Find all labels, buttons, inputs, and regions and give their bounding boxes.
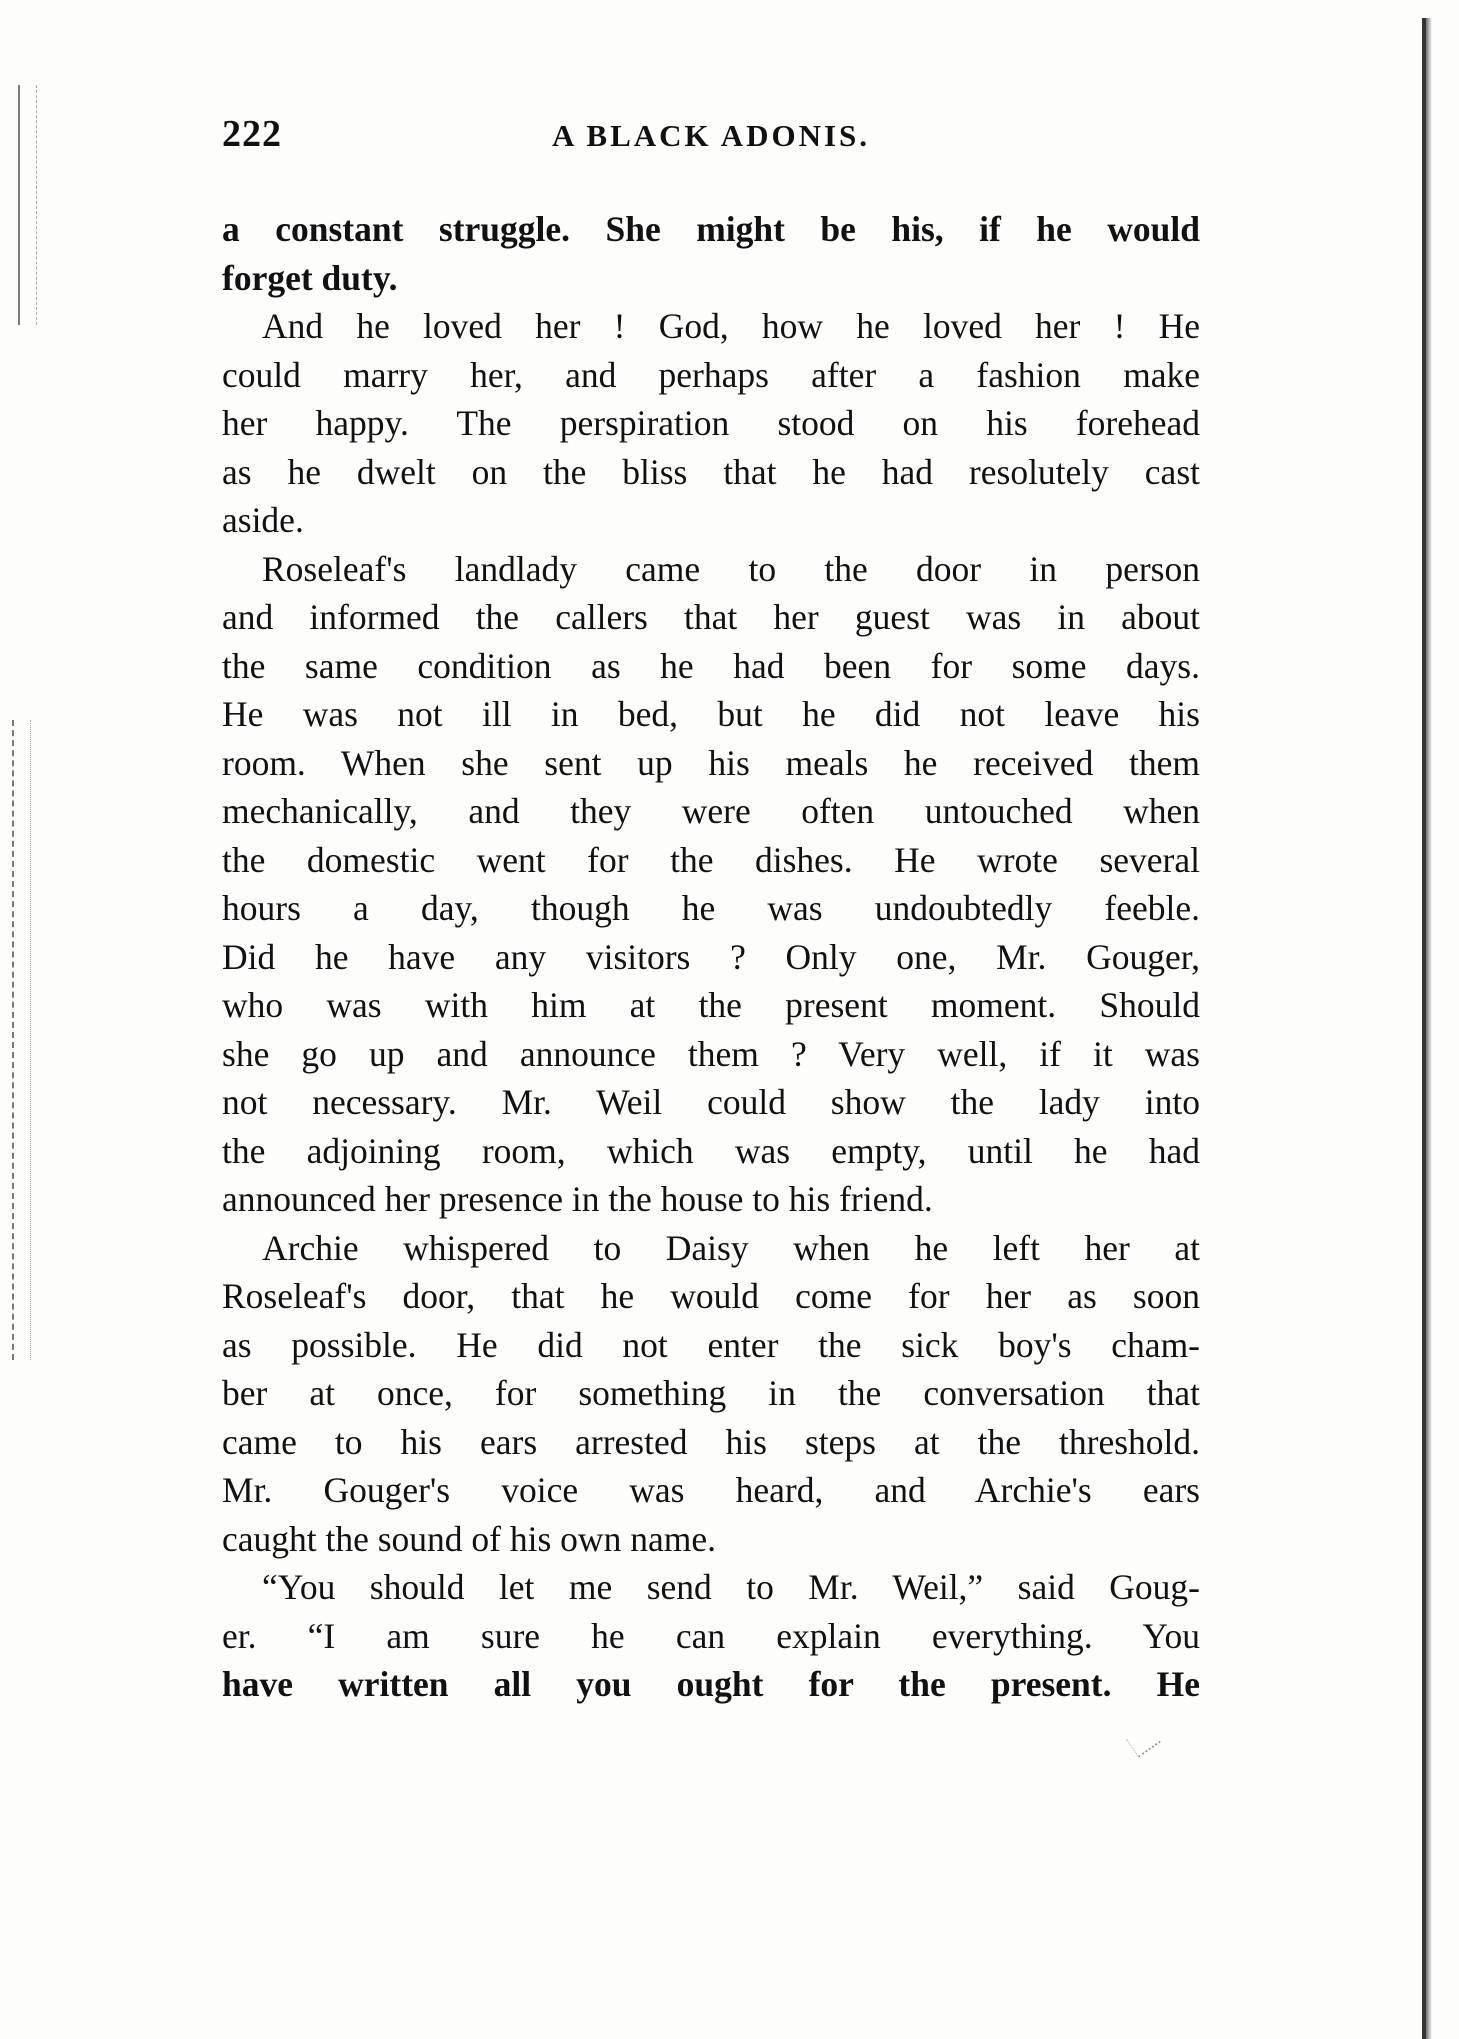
text-line: er. “I am sure he can explain everything. You (222, 1615, 1200, 1656)
page-number: 222 (222, 113, 282, 155)
text-line: He was not ill in bed, but he did not leave his (222, 694, 1200, 734)
text-line: Archie whispered to Daisy when he left her at (262, 1227, 1200, 1268)
text-line: ber at once, for something in the conversation that (222, 1373, 1200, 1413)
text-line: Did he have any visitors ? Only one, Mr. Gouger, (222, 936, 1200, 977)
text-line: who was with him at the present moment. Should (222, 985, 1200, 1025)
text-line: as he dwelt on the bliss that he had resolutely cast (222, 451, 1200, 492)
text-line: “You should let me send to Mr. Weil,” said Goug- (262, 1567, 1200, 1607)
text-line: and informed the callers that her guest was in about (222, 597, 1200, 637)
text-line: a constant struggle. She might be his, if he would (222, 209, 1200, 249)
text-line: not necessary. Mr. Weil could show the lady into (222, 1082, 1200, 1122)
text-line: aside. (222, 500, 304, 540)
text-line: the adjoining room, which was empty, until he had (222, 1130, 1200, 1171)
paragraph (222, 1224, 1200, 1564)
text-line: the same condition as he had been for some days. (222, 645, 1200, 686)
text-line: Mr. Gouger's voice was heard, and Archie's ears (222, 1470, 1200, 1510)
text-line: came to his ears arrested his steps at the threshold. (222, 1421, 1200, 1462)
ink-speck (1126, 1724, 1161, 1758)
text-line: the domestic went for the dishes. He wrote several (222, 839, 1200, 880)
scan-edge-mark (18, 85, 37, 325)
text-line: announced her presence in the house to his friend. (222, 1179, 933, 1219)
text-line: Roseleaf's door, that he would come for her as soon (222, 1276, 1200, 1316)
text-line: have written all you ought for the present. He (222, 1664, 1200, 1704)
text-line: room. When she sent up his meals he received them (222, 742, 1200, 783)
scan-edge-mark (12, 720, 31, 1360)
text-line: as possible. He did not enter the sick boy's cham- (222, 1324, 1200, 1365)
paragraph (222, 302, 1200, 545)
text-line: could marry her, and perhaps after a fashion make (222, 354, 1200, 395)
page-header (222, 112, 1202, 162)
text-line: forget duty. (222, 257, 398, 298)
body-text (222, 205, 1200, 1709)
text-line: she go up and announce them ? Very well, if it was (222, 1033, 1200, 1074)
running-title: A BLACK ADONIS. (552, 118, 871, 153)
text-line: hours a day, though he was undoubtedly feeble. (222, 888, 1200, 928)
text-line: caught the sound of his own name. (222, 1518, 716, 1559)
page-gutter-line (1422, 18, 1432, 2039)
paragraph (222, 1563, 1200, 1709)
text-line: her happy. The perspiration stood on his forehead (222, 403, 1200, 443)
paragraph (222, 545, 1200, 1224)
text-line: Roseleaf's landlady came to the door in person (262, 548, 1200, 589)
paragraph (222, 205, 1200, 302)
text-line: And he loved her ! God, how he loved her ! He (262, 306, 1200, 346)
text-line: mechanically, and they were often untouched when (222, 791, 1200, 831)
